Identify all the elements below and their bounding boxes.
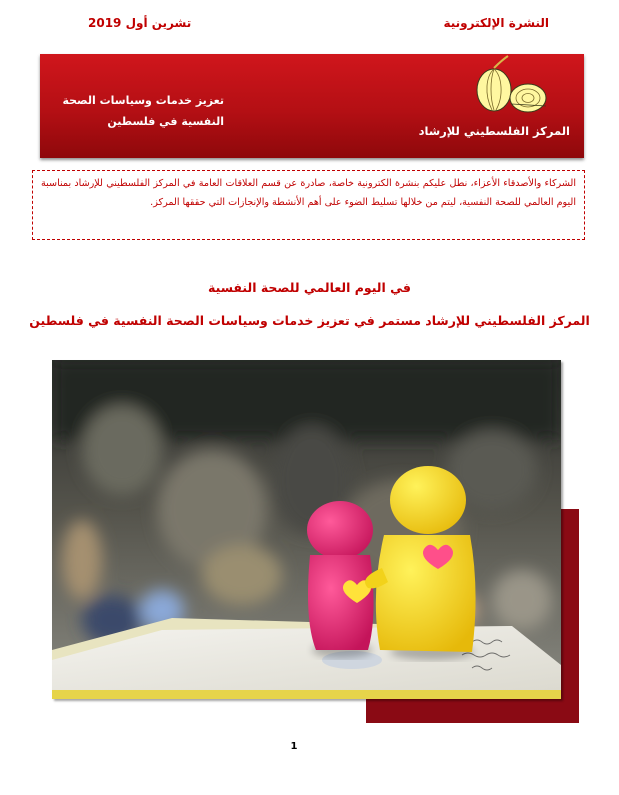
onion-logo-icon	[472, 54, 552, 120]
intro-text: الشركاء والأصدقاء الأعزاء، نطل عليكم بنشرة الكترونية خاصة، صادرة عن قسم العلاقات العامة في المركز الفلسطيني للإرشاد بمناسبة اليوم العالمي للصحة النفسية، ليتم من خلالها تسليط الضوء على أهم الأنشطة والإنجازات التي حققها المركز.	[41, 178, 576, 208]
article-heading: في اليوم العالمي للصحة النفسية	[208, 280, 411, 295]
intro-paragraph-box	[32, 170, 585, 240]
article-subheading: المركز الفلسطيني للإرشاد مستمر في تعزيز خدمات وسياسات الصحة النفسية في فلسطين	[29, 313, 590, 328]
pink-clay-figure	[307, 501, 374, 658]
banner-organization: المركز الفلسطيني للإرشاد	[418, 124, 570, 138]
article-photo	[52, 360, 561, 699]
banner-topic	[44, 90, 224, 132]
newsletter-label: النشرة الإلكترونية	[443, 16, 549, 30]
banner-topic-line-2: النفسية في فلسطين	[107, 115, 224, 128]
issue-date: تشرين أول 2019	[88, 16, 192, 30]
clay-figures-photo	[52, 360, 561, 699]
banner-topic-line-1: تعزيز خدمات وسياسات الصحة	[62, 94, 224, 107]
page-number: 1	[290, 741, 298, 752]
header-banner	[40, 54, 584, 158]
